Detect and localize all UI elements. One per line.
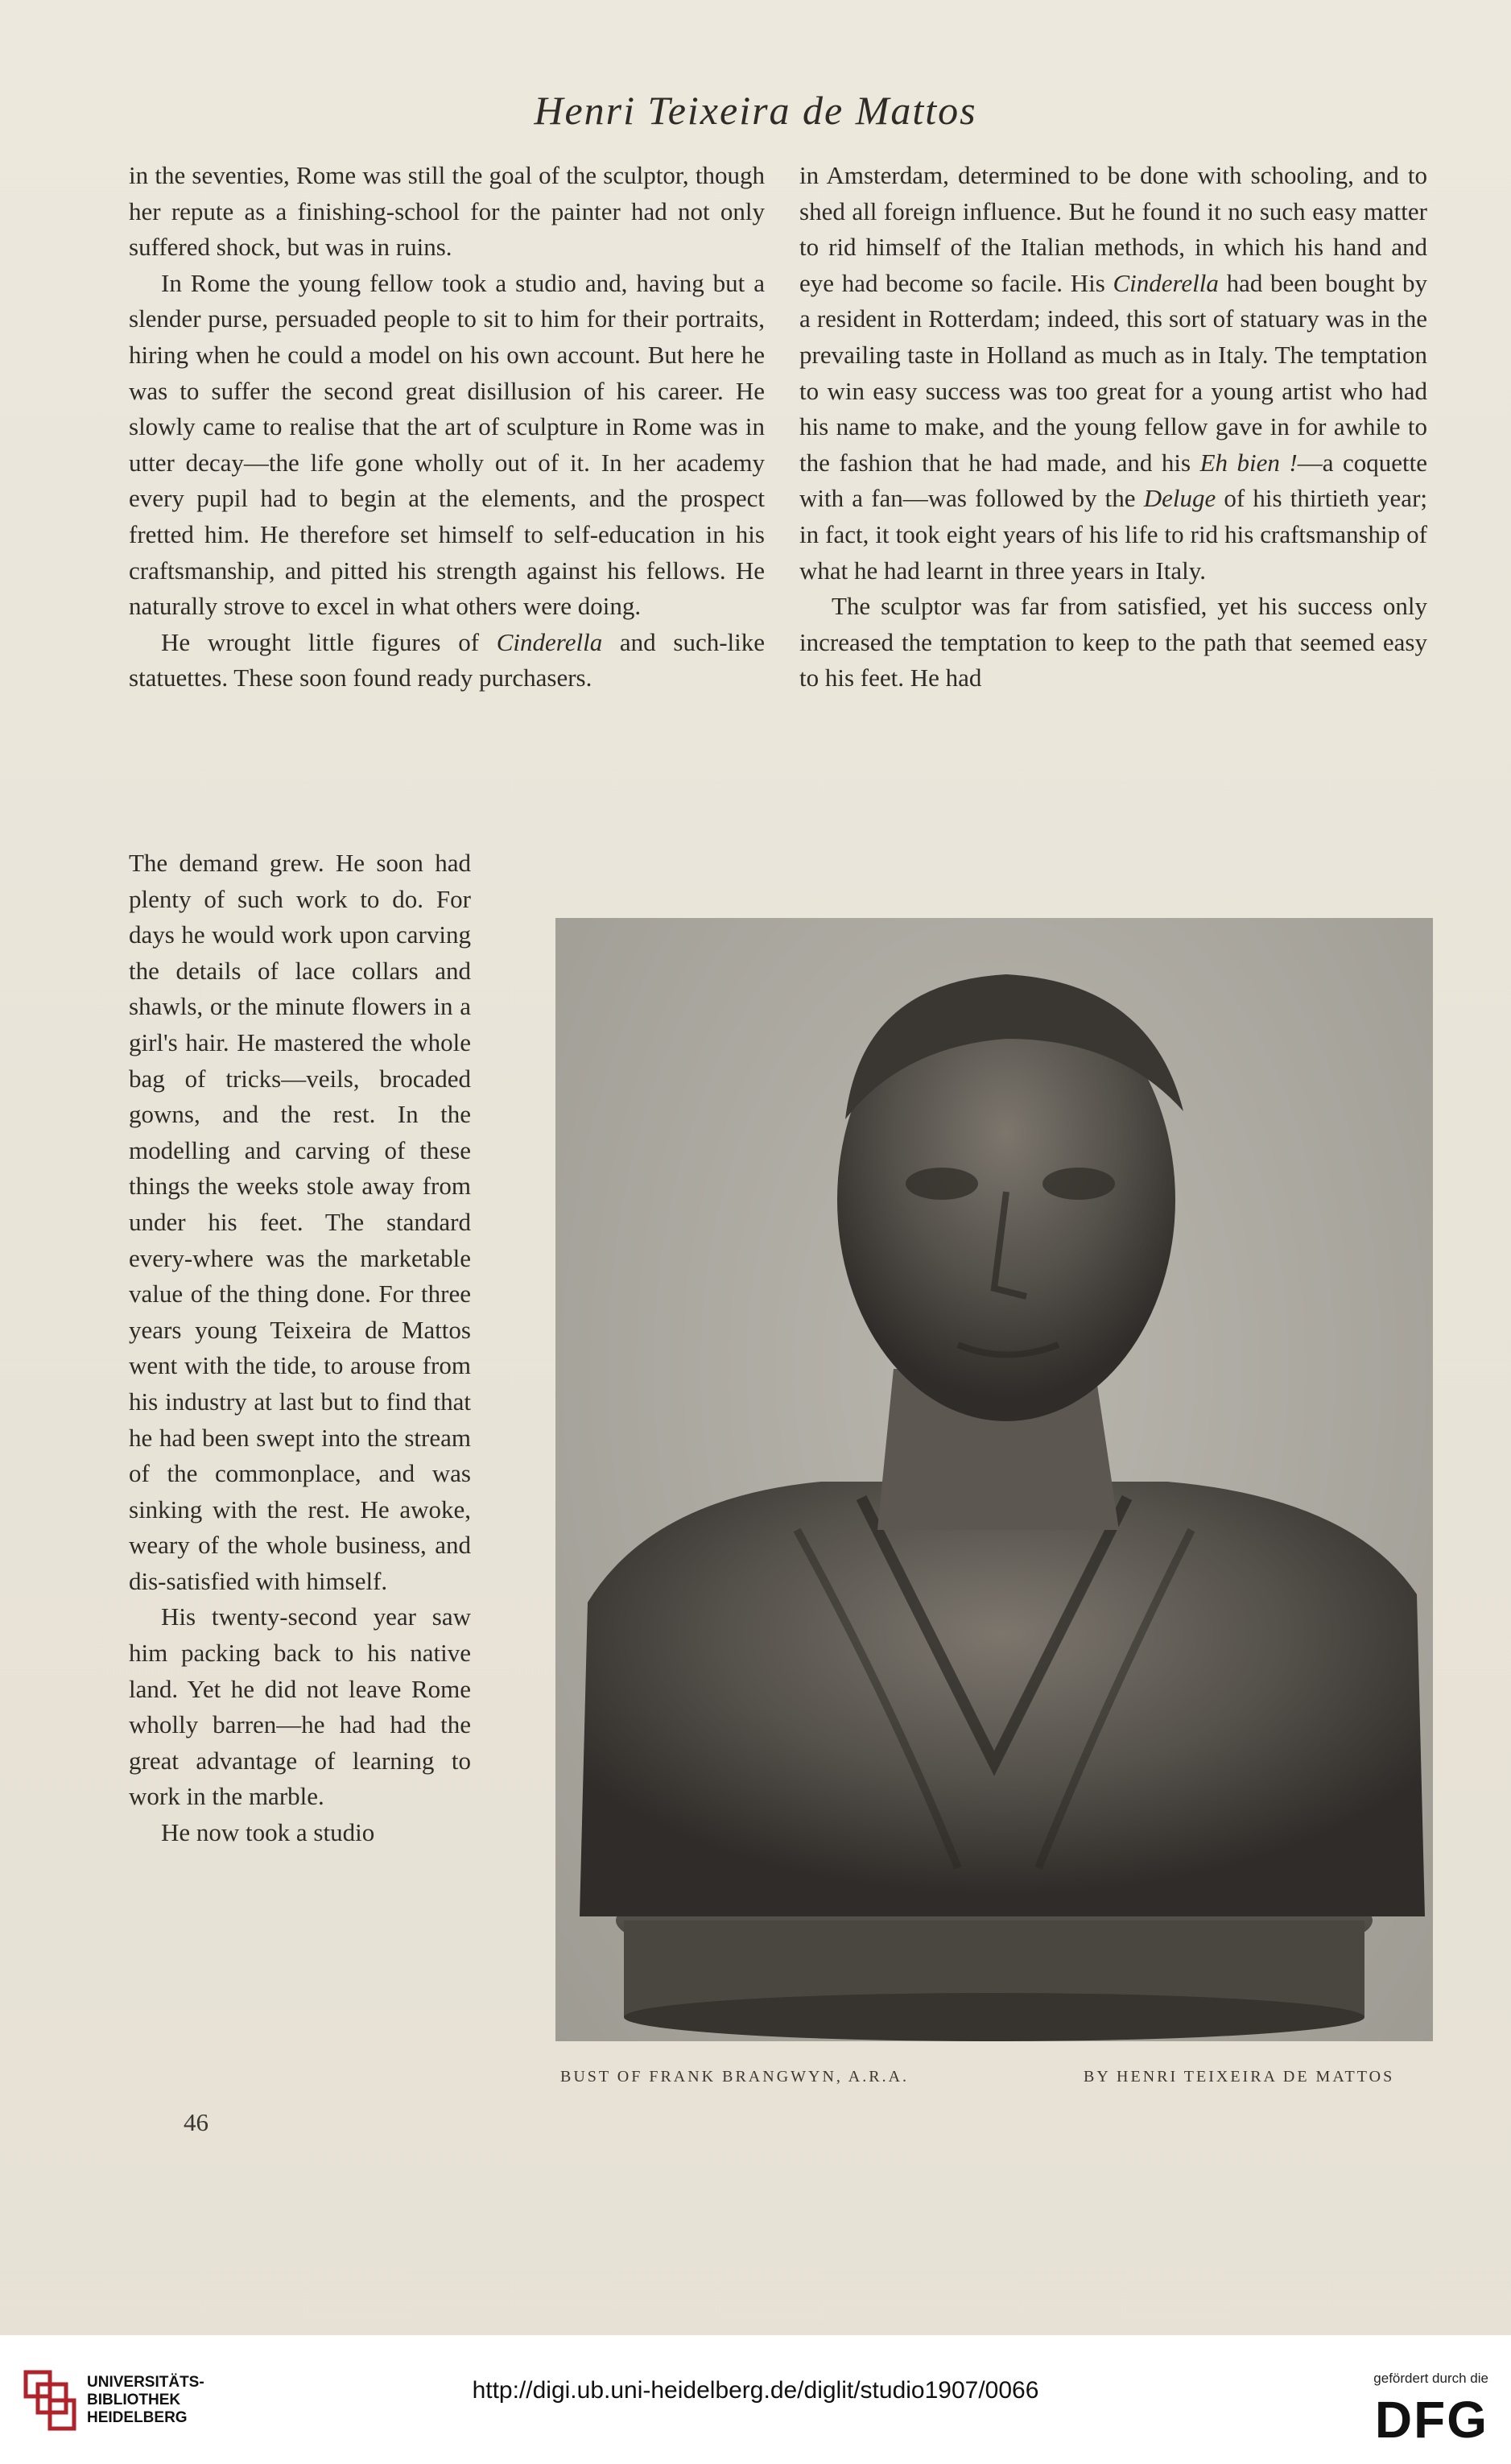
photo-caption-title: BUST OF FRANK BRANGWYN, A.R.A.: [560, 2068, 910, 2086]
bust-illustration: [555, 918, 1433, 2041]
paragraph: In Rome the young fellow took a studio and, having but a slender purse, persuaded people to sit to him for their portraits, hiring when he could a model on his own account. But here he was to suffer the second great disillusion of his career. He slowly came to realise that the art of sculpture in Rome was in utter decay—the life gone wholly out of it. In her academy every pupil had to begin at the elements, and the prospect fretted him. He therefore set himself to self-education in his craftsmanship, and pitted his strength against his fellows. He naturally strove to excel in what others were doing.: [129, 268, 765, 621]
paragraph: The demand grew. He soon had plenty of such work to do. For days he would work upon carving the details of lace collars and shawls, or the minute flowers in a girl's hair. He mastered the whole bag of tricks—veils, brocaded gowns, and the rest. In the modelling and carving of these things the weeks stole away from under his feet. The standard every-where was the marketable value of the thing done. For three years young Teixeira de Mattos went with the tide, to arouse from his industry at last but to find that he had been swept into the stream of the commonplace, and was sinking with the rest. He awoke, weary of the whole business, and dis-satisfied with himself.: [129, 849, 471, 1595]
paragraph: The sculptor was far from satisfied, yet his success only increased the temptation to keep to the path that seemed easy to his feet. He had: [799, 592, 1427, 692]
text-run: had been bought by a resident in Rotterdam; indeed, this sort of statuary was in the prevailing taste in Holland as much as in Italy. The temptation to win easy success was too great for a young artist who had his name to make, and the young fellow gave in for awhile to the fashion that he had made, and his: [799, 268, 1428, 477]
paragraph: in the seventies, Rome was still the goal of the sculptor, though her repute as a finishing-school for the painter had not only suffered shock, but was in ruins.: [129, 161, 765, 262]
page-number: 46: [184, 2108, 208, 2136]
text-run: in Amsterdam, determined to be done with schooling, and to shed all foreign influence. But he found it no such easy matter to rid himself of the Italian methods, in which his hand and eye had become so facile. His: [799, 161, 1427, 297]
paragraph: His twenty-second year saw him packing back to his native land. Yet he did not leave Rome wholly barren—he had had the great advantage of learning to work in the marble.: [129, 1602, 471, 1811]
library-name-line: BIBLIOTHEK: [87, 2392, 181, 2408]
artwork-title: Eh bien !: [1199, 448, 1298, 477]
artwork-title: Cinderella: [496, 627, 603, 656]
bust-shoulders: [580, 1482, 1425, 1916]
artwork-title: Deluge: [1143, 484, 1216, 513]
artwork-title: Cinderella: [1113, 268, 1219, 297]
text-run: He wrought little figures of: [161, 627, 497, 656]
dfg-logo: DFG: [1374, 2391, 1488, 2449]
paragraph: [129, 625, 765, 697]
left-column-narrow: [129, 845, 471, 1851]
source-url-link[interactable]: http://digi.ub.uni-heidelberg.de/diglit/studio1907/0066: [472, 2377, 1039, 2404]
paragraph: He now took a studio: [161, 1818, 375, 1847]
library-name-line: UNIVERSITÄTS-: [87, 2374, 204, 2391]
running-head: Henri Teixeira de Mattos: [534, 88, 977, 133]
text-run: and such-like statuettes. These soon found ready purchasers.: [129, 627, 766, 692]
photo-caption-credit: BY HENRI TEIXEIRA DE MATTOS: [1084, 2068, 1395, 2086]
right-column: [799, 158, 1427, 697]
paragraph: [799, 158, 1427, 589]
text-run: —a coquette with a fan—was followed by the: [799, 448, 1428, 513]
text-run: of his thirtieth year; in fact, it took eight years of his life to rid his craftsmanship of what he had learnt in three years in Italy.: [799, 484, 1428, 585]
funding-note: gefördert durch die: [1373, 2371, 1488, 2386]
left-column-top: [129, 158, 765, 697]
bust-photograph: [555, 918, 1433, 2041]
library-name-line: HEIDELBERG: [87, 2409, 188, 2426]
